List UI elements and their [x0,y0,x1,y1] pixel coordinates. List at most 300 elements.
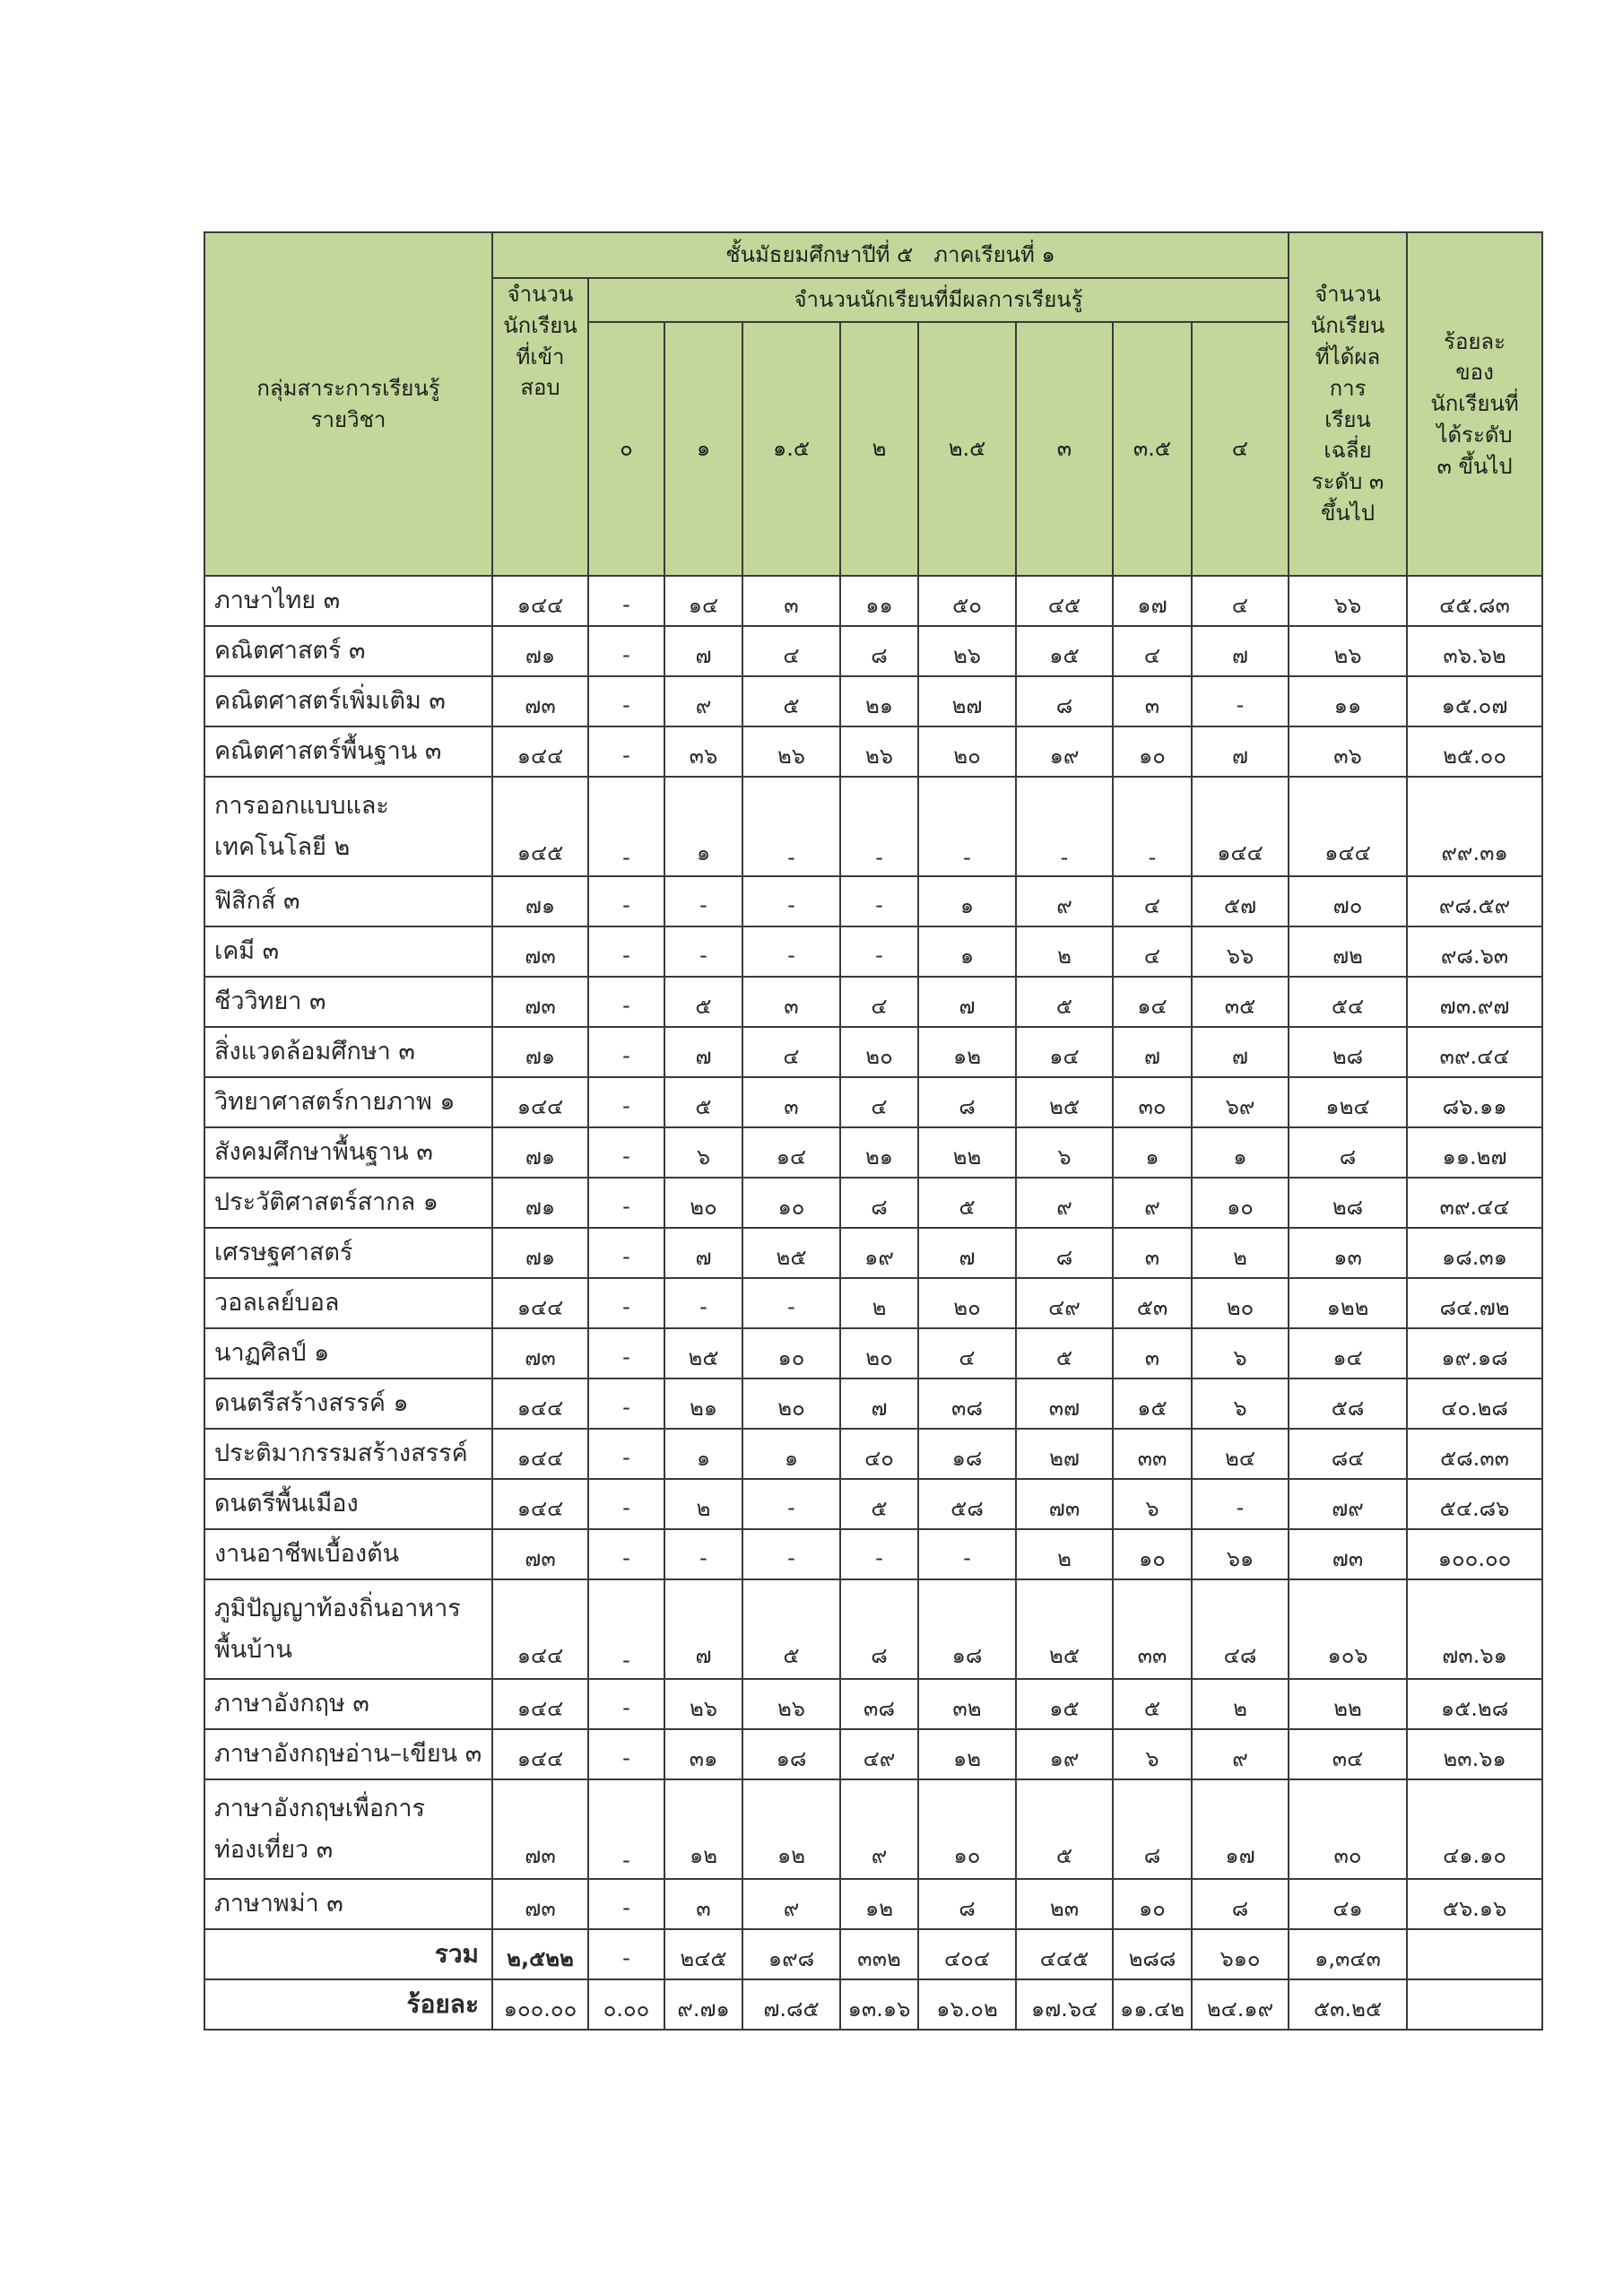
grade-count: - [840,777,918,876]
grade-header: ๒ [840,322,918,576]
students-tested: ๗๓ [492,1779,588,1879]
grade-count: ๓๓๒ [840,1929,918,1979]
class-title: ชั้นมัธยมศึกษาปีที่ ๕ ภาคเรียนที่ ๑ [492,232,1289,278]
header-line: จำนวน [507,282,574,307]
subject-name-line: ดนตรีพื้นเมือง [214,1490,359,1518]
grade-count: ๑๔ [664,576,742,626]
grade-count: ๔๐๔ [918,1929,1016,1979]
grade-count: - [588,777,664,876]
grade-count: - [588,1228,664,1278]
table-row [204,626,1542,676]
grade-count: ๑๐ [742,1178,840,1228]
grade-count: - [588,876,664,926]
percent-ge3: ๒๕.๐๐ [1407,726,1542,777]
count-ge3: ๓๐ [1289,1779,1407,1879]
grade-count: - [1192,1479,1289,1529]
grade-count: ๔ [1113,876,1192,926]
students-tested-header [492,278,588,576]
students-tested: ๑๔๔ [492,1679,588,1729]
subject-name-line: ประวัติศาสตร์สากล ๑ [214,1188,438,1217]
subject-name [204,1679,492,1729]
count-ge3: ๘๔ [1289,1429,1407,1479]
students-tested: ๗๑ [492,1228,588,1278]
grade-count: ๙ [1113,1178,1192,1228]
table-row [204,1077,1542,1127]
grade-count: ๗ [840,1378,918,1429]
percent-ge3: ๙๘.๕๙ [1407,876,1542,926]
subject-name-line: เคมี ๓ [214,937,280,966]
grade-header: ๔ [1192,322,1289,576]
grade-count: - [664,1529,742,1579]
grade-count: - [588,926,664,977]
percent-ge3: ๔๑.๑๐ [1407,1779,1542,1879]
students-tested: ๑๔๔ [492,1479,588,1529]
table-header [204,232,1542,576]
grade-count: ๓๘ [840,1679,918,1729]
grade-count: ๒๘๘ [1113,1929,1192,1979]
grade-count: - [588,1027,664,1077]
header-line: เฉลี่ย [1324,438,1372,464]
grade-count: ๔ [918,1328,1016,1378]
students-tested: ๑๔๔ [492,1378,588,1429]
grade-count: ๒๒ [918,1127,1016,1178]
grade-count: ๔ [1113,626,1192,676]
header-line: ขึ้นไป [1320,500,1376,526]
grade-count: ๑๑.๔๒ [1113,1979,1192,2030]
count-ge3: ๑๔๔ [1289,777,1407,876]
grade-count: ๒๐ [1192,1278,1289,1328]
students-tested: ๗๓ [492,926,588,977]
percent-ge3: ๑๘.๓๑ [1407,1228,1542,1278]
subject-name [204,1027,492,1077]
subject-header-line: รายวิชา [310,406,386,432]
grade-count: ๒๐ [918,1278,1016,1328]
percent-ge3: ๘๔.๗๒ [1407,1278,1542,1328]
grade-count: ๑๗.๖๔ [1016,1979,1113,2030]
grade-count: - [664,876,742,926]
grade-count: - [588,1929,664,1979]
students-tested: ๗๓ [492,1328,588,1378]
count-ge3: ๑๔ [1289,1328,1407,1378]
grade-count: - [840,876,918,926]
grade-count: - [588,1378,664,1429]
grade-count: ๗ [664,626,742,676]
grade-header: ๓ [1016,322,1113,576]
subject-name [204,1127,492,1178]
percent-ge3: ๕๖.๑๖ [1407,1879,1542,1929]
grade-count: - [918,1529,1016,1579]
grade-count: - [742,926,840,977]
percent-ge3: ๙๙.๓๑ [1407,777,1542,876]
grade-count: ๔๔๕ [1016,1929,1113,1979]
grade-count: ๖ [1192,1328,1289,1378]
grade-count: ๙ [1016,876,1113,926]
grade-count: ๓ [1113,676,1192,726]
percent-ge3-header [1407,232,1542,576]
grade-count: ๖๑ [1192,1529,1289,1579]
count-ge3: ๕๓.๒๕ [1289,1979,1407,2030]
subject-name-line: พื้นบ้าน [214,1635,293,1664]
count-ge3: ๑๑ [1289,676,1407,726]
subject-name-line: คณิตศาสตร์ ๓ [214,637,366,665]
percent-ge3: ๑๕.๒๘ [1407,1679,1542,1729]
students-tested: ๑๐๐.๐๐ [492,1979,588,2030]
grade-count: ๔ [840,1077,918,1127]
grade-count: ๒ [1016,1529,1113,1579]
students-tested: ๗๓ [492,676,588,726]
grade-count: - [588,1178,664,1228]
grade-count: - [1113,777,1192,876]
header-line: ที่ได้ผล [1315,344,1381,370]
subject-name [204,1429,492,1479]
grade-count: ๓๑ [664,1729,742,1779]
subject-name-line: ภาษาอังกฤษอ่าน–เขียน ๓ [214,1740,482,1769]
grade-count: ๘ [1016,676,1113,726]
grade-count: ๖ [1113,1729,1192,1779]
table-body [204,576,1542,2030]
grade-count: ๑๗ [1192,1779,1289,1879]
grade-count: ๔ [840,977,918,1027]
subject-name [204,1779,492,1879]
grade-count: ๗๓ [1016,1479,1113,1529]
grade-count: - [588,1479,664,1529]
percent-ge3: ๑๑.๒๗ [1407,1127,1542,1178]
count-ge3: ๓๖ [1289,726,1407,777]
subject-name [204,1228,492,1278]
grade-count: - [588,1779,664,1879]
grade-count: ๖๖ [1192,926,1289,977]
grade-count: ๒๑ [664,1378,742,1429]
header-line: สอบ [520,375,560,401]
header-line: ระดับ ๓ [1311,469,1384,495]
grade-count: ๒๖ [840,726,918,777]
count-ge3: ๒๘ [1289,1027,1407,1077]
count-ge3: ๒๒ [1289,1679,1407,1729]
subject-name [204,1879,492,1929]
subject-name-line: เทคโนโลยี ๒ [214,832,351,861]
grade-count: ๒๐ [840,1328,918,1378]
grade-count: ๙.๗๑ [664,1979,742,2030]
percent-ge3: ๘๖.๑๑ [1407,1077,1542,1127]
grade-count: ๘ [840,1178,918,1228]
subject-name [204,1278,492,1328]
grade-count: ๒๔๕ [664,1929,742,1979]
grade-count: - [588,626,664,676]
grade-count: ๑๒ [918,1027,1016,1077]
table-row [204,676,1542,726]
grade-count: ๑๓.๑๖ [840,1979,918,2030]
grade-count: ๖ [1192,1378,1289,1429]
grade-count: ๑๕ [1016,1679,1113,1729]
table-row [204,1178,1542,1228]
grade-count: - [742,1278,840,1328]
grade-count: ๑๐ [1113,726,1192,777]
grade-count: ๕ [840,1479,918,1529]
grade-count: ๔๐ [840,1429,918,1479]
grade-count: - [742,876,840,926]
total-label: รวม [204,1929,492,1979]
grade-count: ๘ [840,626,918,676]
grade-count: ๑๙ [1016,1729,1113,1779]
grade-count: ๑ [1113,1127,1192,1178]
grade-count: ๙ [664,676,742,726]
grade-count: ๔๕ [1016,576,1113,626]
grade-count: ๕๐ [918,576,1016,626]
grade-count: ๓ [664,1879,742,1929]
grade-count: ๒๖ [664,1679,742,1729]
students-tested: ๗๑ [492,1027,588,1077]
grade-count: - [588,1429,664,1479]
table-row [204,1879,1542,1929]
count-ge3: ๑๒๒ [1289,1278,1407,1328]
grade-count: ๑๔ [1113,977,1192,1027]
grade-count: ๕๗ [1192,876,1289,926]
header-line: นักเรียน [503,312,577,338]
grade-count: ๖๑๐ [1192,1929,1289,1979]
grade-count: ๑๐ [918,1779,1016,1879]
grade-count: - [664,926,742,977]
grade-count: ๑๘ [918,1429,1016,1479]
percent-row [204,1979,1542,2030]
grade-count: ๘ [918,1879,1016,1929]
students-tested: ๑๔๔ [492,1579,588,1679]
students-tested: ๗๓ [492,1529,588,1579]
subject-name [204,1178,492,1228]
grade-count: ๑๘ [742,1729,840,1779]
students-tested: ๗๑ [492,1178,588,1228]
grade-count: ๑๔ [742,1127,840,1178]
grade-count: ๒๔ [1192,1429,1289,1479]
grade-count: ๔๙ [840,1729,918,1779]
header-line: จำนวน [1315,282,1381,308]
grade-count: ๖ [1016,1127,1113,1178]
grade-count: ๗ [664,1027,742,1077]
percent-ge3: ๓๖.๖๒ [1407,626,1542,676]
students-tested: ๑๔๔ [492,1278,588,1328]
grade-count: ๒ [1192,1228,1289,1278]
table-row [204,977,1542,1027]
grade-count: - [588,1679,664,1729]
count-ge3: ๗๙ [1289,1479,1407,1529]
grade-summary-table [204,231,1543,2031]
grade-count: ๑๙ [1016,726,1113,777]
grade-count: ๕ [664,977,742,1027]
grade-count: - [588,977,664,1027]
grade-count: ๑๖.๐๒ [918,1979,1016,2030]
grade-count: - [742,1529,840,1579]
grade-count: ๑ [664,1429,742,1479]
students-tested: ๗๑ [492,626,588,676]
percent-label: ร้อยละ [204,1979,492,2030]
grade-count: ๒๑ [840,676,918,726]
table-row [204,1278,1542,1328]
grade-count: ๒๑ [840,1127,918,1178]
grade-count: ๒ [1016,926,1113,977]
grade-count: ๓๒ [918,1679,1016,1729]
count-ge3-header [1289,232,1407,576]
table-row [204,726,1542,777]
grade-group-header: จำนวนนักเรียนที่มีผลการเรียนรู้ [588,278,1289,322]
grade-count: ๕๓ [1113,1278,1192,1328]
table-row [204,1479,1542,1529]
grade-count: ๑ [918,876,1016,926]
grade-count: ๓ [742,576,840,626]
grade-count: ๕๘ [918,1479,1016,1529]
grade-count: ๓๗ [1016,1378,1113,1429]
grade-count: ๑๒ [918,1729,1016,1779]
grade-count: ๑๔๔ [1192,777,1289,876]
table-row [204,1529,1542,1579]
grade-count: - [918,777,1016,876]
grade-count: ๒๗ [1016,1429,1113,1479]
grade-count: - [588,1729,664,1779]
subject-column-header [204,232,492,576]
subject-name-line: การออกแบบและ [214,791,389,820]
grade-count: ๗ [664,1228,742,1278]
grade-count: ๙ [742,1879,840,1929]
students-tested: ๑๔๔ [492,726,588,777]
grade-count: ๒๖ [918,626,1016,676]
grade-count: ๗ [1192,726,1289,777]
count-ge3: ๑,๓๔๓ [1289,1929,1407,1979]
count-ge3: ๕๔ [1289,977,1407,1027]
grade-count: ๗ [664,1579,742,1679]
grade-count: - [664,1278,742,1328]
header-line: ของ [1455,360,1494,386]
grade-count: - [1192,676,1289,726]
table-row [204,1679,1542,1729]
grade-count: ๙ [840,1779,918,1879]
grade-count: ๗ [1192,1027,1289,1077]
grade-count: ๔ [742,1027,840,1077]
grade-count: ๓ [1113,1228,1192,1278]
table-row [204,1779,1542,1879]
subject-name [204,576,492,626]
subject-name-line: คณิตศาสตร์เพิ่มเติม ๓ [214,687,446,716]
students-tested: ๗๓ [492,977,588,1027]
grade-count: ๐.๐๐ [588,1979,664,2030]
subject-name-line: สิ่งแวดล้อมศึกษา ๓ [214,1038,415,1066]
students-tested: ๑๔๕ [492,777,588,876]
subject-name-line: ภาษาอังกฤษ ๓ [214,1690,369,1718]
grade-count: ๓ [742,977,840,1027]
subject-name [204,626,492,676]
grade-count: - [742,1479,840,1529]
grade-count: ๓๐ [1113,1077,1192,1127]
subject-name-line: ประติมากรรมสร้างสรรค์ [214,1439,468,1468]
students-tested: ๑๔๔ [492,576,588,626]
subject-name-line: ภาษาพม่า ๓ [214,1890,343,1918]
grade-header: ๑ [664,322,742,576]
count-ge3: ๘ [1289,1127,1407,1178]
grade-count: ๕ [664,1077,742,1127]
subject-name-line: ฟิสิกส์ ๓ [214,887,300,916]
subject-name [204,726,492,777]
table-row [204,876,1542,926]
percent-ge3: ๒๓.๖๑ [1407,1729,1542,1779]
grade-count: ๑๑ [840,576,918,626]
subject-name-line: คณิตศาสตร์พื้นฐาน ๓ [214,737,442,766]
grade-count: ๖ [1113,1479,1192,1529]
grade-count: ๔๙ [1016,1278,1113,1328]
grade-count: - [742,777,840,876]
percent-ge3 [1407,1929,1542,1979]
subject-name [204,1529,492,1579]
table-row [204,576,1542,626]
grade-count: ๒๕ [1016,1077,1113,1127]
subject-name-line: วิทยาศาสตร์กายภาพ ๑ [214,1088,456,1117]
count-ge3: ๖๖ [1289,576,1407,626]
header-line: การ [1329,375,1367,401]
grade-count: - [588,1328,664,1378]
percent-ge3: ๕๘.๓๓ [1407,1429,1542,1479]
grade-count: ๗ [1192,626,1289,676]
grade-count: ๒๔.๑๙ [1192,1979,1289,2030]
count-ge3: ๔๑ [1289,1879,1407,1929]
grade-header: ๒.๕ [918,322,1016,576]
grade-count: ๘ [1016,1228,1113,1278]
percent-ge3: ๗๓.๖๑ [1407,1579,1542,1679]
subject-name [204,1378,492,1429]
grade-count: ๑๒ [742,1779,840,1879]
grade-count: ๗.๘๕ [742,1979,840,2030]
grade-count: ๒ [1192,1679,1289,1729]
grade-count: ๙ [1016,1178,1113,1228]
count-ge3: ๗๒ [1289,926,1407,977]
grade-count: ๒๕ [664,1328,742,1378]
subject-name [204,1729,492,1779]
grade-count: - [588,1077,664,1127]
grade-count: ๘ [1113,1779,1192,1879]
count-ge3: ๗๐ [1289,876,1407,926]
percent-ge3: ๔๐.๒๘ [1407,1378,1542,1429]
grade-count: ๓ [1113,1328,1192,1378]
subject-name [204,876,492,926]
grade-count: ๓ [742,1077,840,1127]
students-tested: ๗๑ [492,1127,588,1178]
percent-ge3: ๑๐๐.๐๐ [1407,1529,1542,1579]
grade-count: ๕ [1016,1328,1113,1378]
percent-ge3: ๑๕.๐๗ [1407,676,1542,726]
grade-count: ๕ [742,676,840,726]
percent-ge3: ๓๙.๔๔ [1407,1178,1542,1228]
grade-count: - [840,1529,918,1579]
subject-name [204,676,492,726]
grade-count: ๓๓ [1113,1429,1192,1479]
grade-count: ๑๐ [1113,1529,1192,1579]
grade-count: ๖ [664,1127,742,1178]
grade-count: ๒ [840,1278,918,1328]
subject-name-line: ภูมิปัญญาท้องถิ่นอาหาร [214,1594,461,1622]
count-ge3: ๒๘ [1289,1178,1407,1228]
grade-count: ๔ [1192,576,1289,626]
grade-count: - [840,926,918,977]
subject-name-line: งานอาชีพเบื้องต้น [214,1540,400,1569]
grade-count: ๕ [1016,1779,1113,1879]
grade-count: ๑๔ [1016,1027,1113,1077]
grade-count: ๑ [664,777,742,876]
grade-count: ๒ [664,1479,742,1529]
students-tested: ๒,๕๒๒ [492,1929,588,1979]
grade-count: ๑๕ [1113,1378,1192,1429]
table-row [204,1027,1542,1077]
percent-ge3 [1407,1979,1542,2030]
grade-count: - [588,676,664,726]
grade-count: ๔๘ [1192,1579,1289,1679]
count-ge3: ๓๔ [1289,1729,1407,1779]
grade-count: ๒๖ [742,726,840,777]
grade-count: ๒๐ [840,1027,918,1077]
